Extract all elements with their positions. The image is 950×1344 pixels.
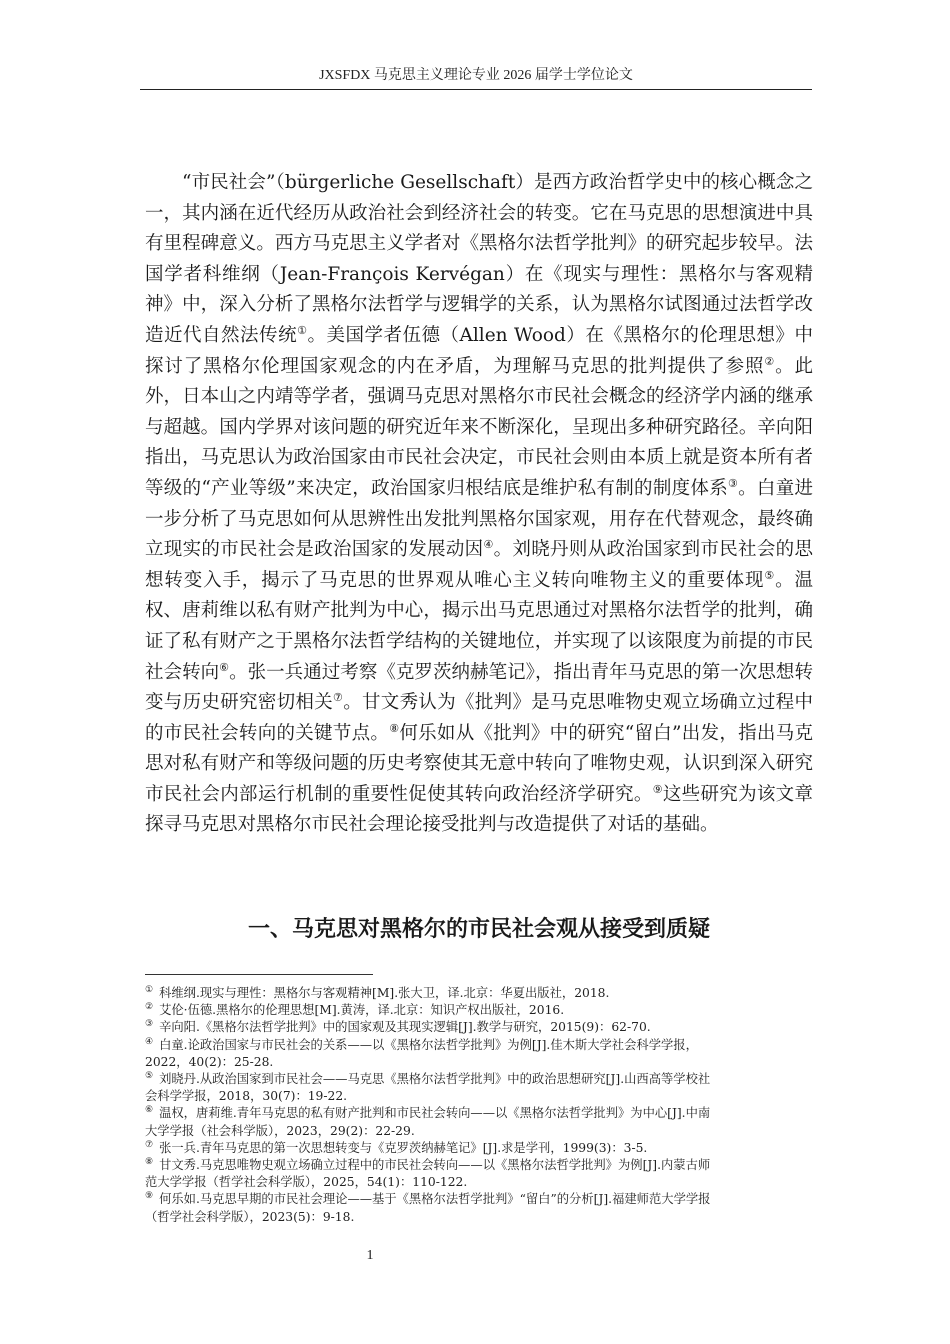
footnote-mark: ⑧ — [145, 1156, 154, 1167]
footnote-text: 张一兵.青年马克思的第一次思想转变与《克罗茨纳赫笔记》[J].求是学刊，1999(3)：3-5. — [159, 1140, 648, 1155]
paragraph-text: 。白童进一步分析了马克思如何从思辨性出发批判黑格尔国家观，用存在代替观念，最终确立现实的市民社会是政治国家的发展动因 — [145, 477, 813, 561]
footnote-6 — [145, 1105, 813, 1139]
footnote-ref-6[interactable]: ⑥ — [219, 660, 230, 674]
footnote-text: 刘晓丹.从政治国家到市民社会——马克思《黑格尔法哲学批判》中的政治思想研究[J].山西高等学校社 — [159, 1072, 711, 1087]
footnote-text-continued: （哲学社会科学版），2023(5)：9-18. — [145, 1209, 355, 1224]
footnote-mark: ⑨ — [145, 1191, 154, 1202]
footnote-mark: ⑤ — [145, 1070, 154, 1081]
paragraph-text: 。刘晓丹则从政治国家到市民社会的思想转变入手，揭示了马克思的世界观从唯心主义转向唯物主义的重要体现 — [145, 539, 813, 591]
paragraph-text: 。温权、唐莉维以私有财产批判为中心，揭示出马克思通过对黑格尔法哲学的批判，确证了私有财产之于黑格尔法哲学结构的关键地位，并实现了以该限度为前提的市民社会转向 — [145, 569, 813, 683]
footnote-mark: ④ — [145, 1036, 154, 1047]
footnote-mark: ⑦ — [145, 1139, 154, 1150]
footnote-text: 白童.论政治国家与市民社会的关系——以《黑格尔法哲学批判》为例[J].佳木斯大学社会科学学报， — [159, 1037, 698, 1052]
paragraph-text: 。甘文秀认为《批判》是马克思唯物史观立场确立过程中的市民社会转向的关键节点。 — [145, 692, 813, 744]
footnote-3 — [145, 1019, 813, 1036]
footnote-text-continued: 2022，40(2)：25-28. — [145, 1054, 274, 1069]
footnote-2 — [145, 1002, 813, 1019]
footnote-ref-8[interactable]: ⑧ — [389, 721, 400, 735]
footnote-text: 何乐如.马克思早期的市民社会理论——基于《黑格尔法哲学批判》“留白”的分析[J].福建师范大学学报 — [159, 1192, 711, 1207]
footnote-text-continued: 范大学学报（哲学社会科学版），2025，54(1)：110-122. — [145, 1175, 468, 1190]
paragraph-text: 何乐如从《批判》中的研究“留白”出发，指出马克思对私有财产和等级问题的历史考察使其无意中转向了唯物史观，认识到深入研究市民社会内部运行机制的重要性促使其转向政治经济学研究。 — [145, 722, 813, 805]
footnotes — [145, 985, 813, 1226]
footnote-ref-7[interactable]: ⑦ — [333, 690, 344, 704]
footnote-ref-4[interactable]: ④ — [483, 537, 494, 551]
paragraph-text: 这些研究为该文章探寻马克思对黑格尔市民社会理论接受批判与改造提供了对话的基础。 — [145, 783, 813, 836]
footnote-ref-2[interactable]: ② — [764, 354, 776, 368]
footnote-text: 艾伦·伍德.黑格尔的伦理思想[M].黄涛，译.北京：知识产权出版社，2016. — [159, 1003, 565, 1018]
paragraph-text: 。美国学者伍德（Allen Wood）在《黑格尔的伦理思想》中探讨了黑格尔伦理国家观念的内在矛盾，为理解马克思的批判提供了参照 — [145, 324, 813, 377]
section-heading: 一、马克思对黑格尔的市民社会观从接受到质疑 — [247, 917, 710, 942]
footnote-separator — [145, 974, 373, 975]
footnote-9 — [145, 1191, 813, 1225]
footnote-4 — [145, 1037, 813, 1071]
paragraph-text: 。此外，日本山之内靖等学者，强调马克思对黑格尔市民社会概念的经济学内涵的继承与超越。国内学界对该问题的研究近年来不断深化，呈现出多种研究路径。辛向阳指出，马克思认为政治国家由市民社会决定，市民社会则由本质上就是资本所有者等级的“产业等级”来决定，政治国家归根结底是维护私有制的制度体系 — [145, 355, 813, 499]
footnote-text: 辛向阳.《黑格尔法哲学批判》中的国家观及其现实逻辑[J].教学与研究，2015(9)：62-70. — [159, 1020, 651, 1035]
header-rule — [140, 89, 812, 90]
footnote-text-continued: 会科学学报，2018，30(7)：19-22. — [145, 1089, 348, 1104]
footnote-1 — [145, 985, 813, 1002]
paragraph-text: 。张一兵通过考察《克罗茨纳赫笔记》，指出青年马克思的第一次思想转变与历史研究密切相关 — [145, 661, 813, 714]
footnote-5 — [145, 1071, 813, 1105]
footnote-mark: ⑥ — [145, 1105, 154, 1116]
footnote-ref-3[interactable]: ③ — [727, 476, 739, 490]
footnote-ref-9[interactable]: ⑨ — [652, 782, 663, 796]
page-number: 1 — [366, 1248, 374, 1263]
footnote-ref-1[interactable]: ① — [297, 323, 308, 337]
footnote-text-continued: 大学学报（社会科学版），2023，29(2)：22-29. — [145, 1123, 415, 1138]
paragraph-text: “市民社会”（bürgerliche Gesellschaft）是西方政治哲学史中的核心概念之一，其内涵在近代经历从政治社会到经济社会的转变。它在马克思的思想演进中具有里程碑意义。西方马克思主义学者对《黑格尔法哲学批判》的研究起步较早。法国学者科维纲（Jean-François Kervégan）在《现实与理性：黑格尔与客观精神》中，深入分析了黑格尔法哲学与逻辑学的关系，认为黑格尔试图通过法哲学改造近代自然法传统 — [145, 172, 813, 346]
footnote-text: 温权，唐莉维.青年马克思的私有财产批判和市民社会转向——以《黑格尔法哲学批判》为中心[J].中南 — [159, 1106, 711, 1121]
footnote-8 — [145, 1157, 813, 1191]
intro-paragraph — [145, 168, 813, 841]
running-header: JXSFDX 马克思主义理论专业 2026 届学士学位论文 — [319, 68, 633, 83]
footnote-ref-5[interactable]: ⑤ — [764, 568, 776, 582]
footnote-text: 科维纲.现实与理性：黑格尔与客观精神[M].张大卫，译.北京：华夏出版社，2018. — [159, 986, 610, 1000]
footnote-7 — [145, 1140, 813, 1157]
footnote-mark: ③ — [145, 1019, 154, 1030]
footnote-mark: ① — [145, 984, 154, 995]
footnote-mark: ② — [145, 1002, 154, 1013]
footnote-text: 甘文秀.马克思唯物史观立场确立过程中的市民社会转向——以《黑格尔法哲学批判》为例[J].内蒙古师 — [159, 1158, 711, 1173]
